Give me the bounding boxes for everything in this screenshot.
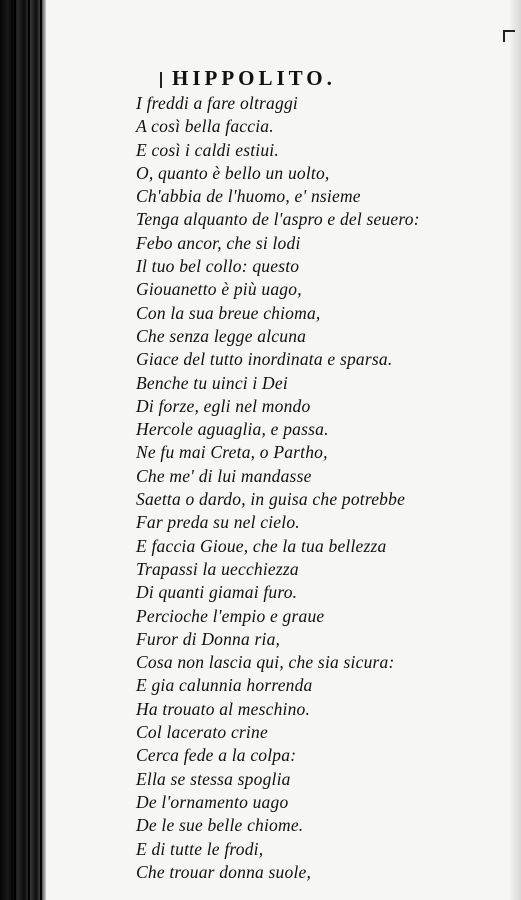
running-head: HIPPOLITO. <box>172 66 336 90</box>
verse-line: De le sue belle chiome. <box>136 815 304 836</box>
verse-line: Giace del tutto inordinata e sparsa. <box>136 349 393 370</box>
verse-line: Febo ancor, che si lodi <box>136 232 301 253</box>
corner-mark <box>503 30 515 42</box>
verse-line: E così i caldi estiui. <box>136 139 279 160</box>
verse-line: Di quanti giamai furo. <box>136 582 298 603</box>
gutter-line <box>28 0 30 900</box>
verse-line: Con la sua breue chioma, <box>136 302 321 323</box>
verse-line: E faccia Gioue, che la tua bellezza <box>136 535 387 556</box>
verse-line: Benche tu uinci i Dei <box>136 372 288 393</box>
verse-line: De l'ornamento uago <box>136 791 289 812</box>
verse-line: Col lacerato crine <box>136 722 268 743</box>
gutter-line <box>40 0 42 900</box>
verse-line: Hercole aguaglia, e passa. <box>136 419 329 440</box>
verse-line: Trapassi la uecchiezza <box>136 558 299 579</box>
verse-line: E di tutte le frodi, <box>136 838 264 859</box>
verse-line: A così bella faccia. <box>136 116 274 137</box>
verse-line: Tenga alquanto de l'aspro e del seuero: <box>136 209 420 230</box>
verse-line: Furor di Donna ria, <box>136 628 281 649</box>
verse-line: O, quanto è bello un uolto, <box>136 162 330 183</box>
verse-line: I freddi a fare oltraggi <box>136 93 298 113</box>
gutter-line <box>14 0 16 900</box>
verse-line: Percioche l'empio e graue <box>136 605 325 626</box>
verse-line: Che trouar donna suole, <box>136 861 312 882</box>
verse-line: Il tuo bel collo: questo <box>136 256 300 277</box>
verse-line: E gia calunnia horrenda <box>136 675 313 696</box>
verse-line: Cerca fede a la colpa: <box>136 745 297 766</box>
verse-line: Che senza legge alcuna <box>136 325 307 346</box>
verse-line: Di forze, egli nel mondo <box>136 395 311 416</box>
verse-line: Ne fu mai Creta, o Partho, <box>136 442 328 463</box>
page-edge <box>509 0 521 900</box>
verse-line: Far preda su nel cielo. <box>136 512 300 533</box>
verse-line: Ella se stessa spoglia <box>136 768 291 789</box>
verse-line: Che me' di lui mandasse <box>136 465 312 486</box>
verse-line: Cosa non lascia qui, che sia sicura: <box>136 652 395 673</box>
verse-line: Ha trouato al meschino. <box>136 698 311 719</box>
verse-list <box>136 92 420 884</box>
verse-line: Giouanetto è più uago, <box>136 279 302 300</box>
head-tick-mark <box>160 72 162 88</box>
verse-line: Saetta o dardo, in guisa che potrebbe <box>136 489 406 510</box>
verse-line: Ch'abbia de l'huomo, e' nsieme <box>136 186 361 207</box>
